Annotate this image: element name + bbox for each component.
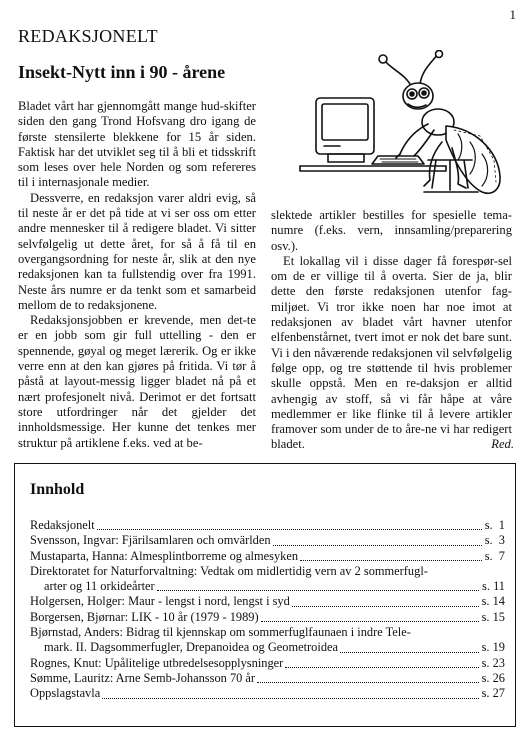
toc-leader-dots — [261, 621, 479, 622]
article-headline: Insekt-Nytt inn i 90 - årene — [18, 62, 226, 82]
toc-page-ref: s. 3 — [484, 533, 505, 548]
toc-entry-text: Holgersen, Holger: Maur - lengst i nord, lengst i syd — [30, 594, 290, 609]
editor-signature: Red. — [491, 437, 514, 451]
toc-page-ref: s. 1 — [484, 518, 505, 532]
toc-page-ref: s. 19 — [481, 640, 505, 655]
toc-entry-text-continued: mark. II. Dagsommerfugler, Drepanoidea og Geometroidea — [44, 640, 339, 655]
toc-entry[interactable] — [30, 686, 505, 701]
toc-entry[interactable] — [30, 518, 505, 533]
toc-leader-dots — [257, 682, 479, 683]
toc-page-ref: s. 26 — [481, 670, 505, 685]
toc-entry-text: Rognes, Knut: Upålitelige utbredelsesopplysninger — [30, 655, 284, 670]
toc-page-ref: s. 14 — [481, 594, 505, 609]
toc-page-ref: s. 23 — [481, 655, 505, 670]
toc-page-ref: s. 15 — [481, 609, 505, 624]
toc-entry-text: Redaksjonelt — [30, 518, 95, 532]
page-number: 1 — [509, 7, 516, 22]
toc-entry-text: Direktoratet for Naturforvaltning: Vedtak om midlertidig vern av 2 sommerfugl- — [30, 563, 428, 578]
toc-list — [30, 518, 505, 702]
article-left-column — [18, 99, 256, 451]
table-of-contents-box — [14, 463, 516, 727]
toc-leader-dots — [285, 667, 478, 668]
toc-entry-text: Bjørnstad, Anders: Bidrag til kjennskap om sommerfuglfaunaen i indre Tele- — [30, 625, 411, 640]
toc-leader-dots — [273, 545, 482, 546]
toc-page-ref: s. 7 — [484, 548, 505, 563]
toc-entry-text-continued: arter og 11 orkideårter — [44, 579, 155, 594]
toc-entry[interactable] — [30, 594, 505, 609]
toc-entry-text: Mustaparta, Hanna: Almesplintborreme og almesyken — [30, 548, 299, 563]
insect-at-computer-cartoon-icon — [296, 50, 516, 200]
toc-title: Innhold — [30, 481, 85, 498]
toc-entry-text: Borgersen, Bjørnar: LIK - 10 år (1979 - 1989) — [30, 609, 259, 624]
toc-leader-dots — [340, 652, 479, 653]
toc-entry[interactable] — [30, 610, 505, 625]
toc-entry[interactable] — [30, 533, 505, 548]
toc-entry-text: Oppslagstavla — [30, 686, 101, 701]
toc-entry[interactable] — [30, 549, 505, 564]
article-paragraph: Bladet vårt har gjennomgått mange hud-skifter siden den gang Trond Hofsvang dro igang de første stensilerte blekkene for 15 år siden. Faktisk har det utviklet seg til å bli et tidsskrift som leses over hele Norden og som refereres til i internasjonale medier. — [18, 99, 256, 190]
toc-entry-text: Sømme, Lauritz: Arne Semb-Johansson 70 år — [30, 670, 256, 685]
toc-leader-dots — [97, 529, 482, 530]
article-right-column — [271, 208, 512, 453]
toc-page-ref: s. 27 — [481, 686, 505, 701]
toc-page-ref: s. 11 — [482, 579, 505, 594]
article-paragraph: slektede artikler bestilles for spesielle tema-numre (f.eks. vern, innsamling/preparering osv.). — [271, 208, 512, 253]
toc-leader-dots — [102, 698, 478, 699]
article-paragraph: Et lokallag vil i disse dager få forespør-sel om de er villige til å overta. Sier de ja, blir dette den første redaksjonen utenfor fag-miljøet. Vi tror ikke noen har noe imot at redaksjonen av bladet vårt havner utenfor elfenbenstårnet, tvert imot er nok det bare sunt. Vi i den nåværende redaksjonen vil selvfølgelig følge opp, og tre støttende til hvis problemer skulle oppstå. Men en re-daksjon er alltid avhengig av stoff, så vi får håpe at våre medlemmer er like flinke til å levere artikler framover som under de to åre-ne vi har redigert bladet. — [271, 253, 512, 452]
toc-entry[interactable] — [30, 656, 505, 671]
toc-leader-dots — [300, 560, 482, 561]
section-label: REDAKSJONELT — [18, 26, 158, 46]
toc-leader-dots — [292, 606, 479, 607]
toc-entry[interactable] — [30, 625, 505, 656]
toc-entry[interactable] — [30, 564, 505, 595]
article-paragraph: Dessverre, en redaksjon varer aldri evig, så til neste år er det på tide at vi ser oss om etter andre mennesker til å redigere bladet. Vi sitter selvfølgelig ut dette året, for så å få til en overgangsordning for neste år, slik at den nye redaksjonen kan ta fullstendig over fra 1991. Neste års numre er da tenkt som et samarbeid mellom de to redaksjonene. — [18, 190, 256, 312]
toc-entry[interactable] — [30, 671, 505, 686]
toc-leader-dots — [157, 590, 479, 591]
toc-entry-text: Svensson, Ingvar: Fjärilsamlaren och omvärlden — [30, 533, 271, 548]
article-paragraph: Redaksjonsjobben er krevende, men det-te er en jobb som gir full uttelling - den er spennende, gøyal og meget lærerik. Og er ikke verre enn at den kan gjøres på fritida. Vi tør å påstå at layout-messig ligger bladet nå på et nært profesjonelt nivå. Derimot er det fortsatt store utfordringer når det gjelder det innholdsmessige. Her kunne det tenkes mer struktur på artiklene f.eks. ved at be- — [18, 313, 256, 450]
